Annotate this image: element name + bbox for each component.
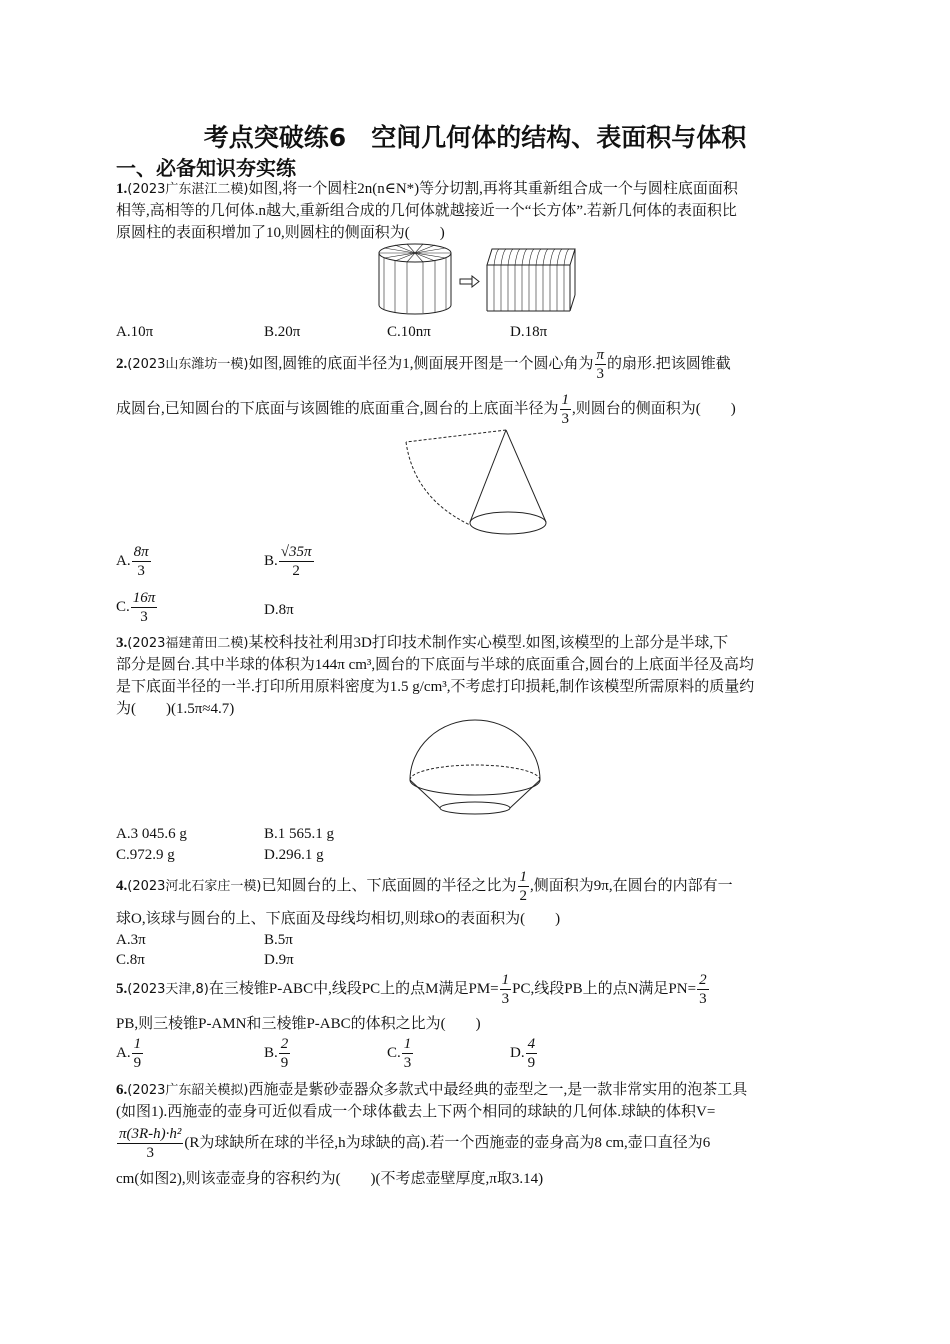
q3-option-d[interactable]: D.296.1 g (264, 847, 324, 863)
q1-option-a[interactable]: A.10π (116, 324, 154, 340)
q5-text-2: PB,则三棱锥P-AMN和三棱锥P-ABC的体积之比为( ) (116, 1016, 481, 1032)
q3-source: (2023福建莆田二模) (127, 636, 249, 651)
q1-option-c[interactable]: C.10nπ (387, 324, 431, 340)
q5-source: (2023天津,8) (127, 982, 209, 997)
q2-fraction-angle: $\frac{\pi}{3}$ (596, 347, 605, 383)
q4-option-b[interactable]: B.5π (264, 932, 293, 948)
q6-line1: 6.(2023广东韶关模拟)西施壶是紫砂壶器众多款式中最经典的壶型之一,是一款非常实用的泡茶工具 (116, 1082, 748, 1098)
q4-option-c[interactable]: C.8π (116, 952, 145, 968)
q6-volume-formula: $\frac{\text{π(3R-h)·h²}}{3}$ (119, 1126, 182, 1162)
hemisphere-frustum-diagram (405, 718, 545, 818)
q4-option-a[interactable]: A.3π (116, 932, 146, 948)
q5-text-1a: 在三棱锥P-ABC中,线段PC上的点M满足PM= (208, 981, 499, 997)
q2-figure (400, 428, 560, 548)
q4-text-1b: ,侧面积为9π,在圆台的内部有一 (530, 878, 733, 894)
q3-option-a[interactable]: A.3 045.6 g (116, 826, 187, 842)
q2-option-a[interactable]: A. $\frac{8\pi}{3}$ (116, 544, 149, 579)
q5-option-b[interactable]: B. $\frac{2}{9}$ (264, 1036, 289, 1071)
q4-source: (2023河北石家庄一模) (127, 879, 262, 894)
q2-source: (2023山东潍坊一模) (127, 357, 249, 372)
q3-number: 3 (116, 635, 124, 651)
q3-text-2: 部分是圆台.其中半球的体积为144π cm³,圆台的下底面与半球的底面重合,圆台的上底面半径及高均 (116, 657, 754, 673)
q3-text-1: 某校科技社利用3D打印技术制作实心模型.如图,该模型的上部分是半球,下 (248, 635, 729, 651)
q3-text-4: 为( )(1.5π≈4.7) (116, 701, 235, 717)
q1-text-2: 相等,高相等的几何体.n越大,重新组合成的几何体就越接近一个“长方体”.若新几何体的表面积比 (116, 203, 737, 219)
q3-text-3: 是下底面半径的一半.打印所用原料密度为1.5 g/cm³,不考虑打印损耗,制作该模型所需原料的质量约 (116, 679, 755, 695)
q2-line1: 2.(2023山东潍坊一模)如图,圆锥的底面半径为1,侧面展开图是一个圆心角为 $\frac{\pi}{3}$ 的扇形.把该圆锥截 (116, 347, 731, 383)
q4-text-1a: 已知圆台的上、下底面圆的半径之比为 (261, 878, 517, 894)
q1-option-b[interactable]: B.20π (264, 324, 301, 340)
q1-source: (2023广东湛江二模) (127, 182, 249, 197)
q5-line1: 5.(2023天津,8)在三棱锥P-ABC中,线段PC上的点M满足PM= $\frac{1}{3}$ PC,线段PB上的点N满足PN= $\frac{2}{3}$ (116, 972, 707, 1008)
page-title: 考点突破练6 空间几何体的结构、表面积与体积 (203, 123, 747, 152)
q5-number: 5 (116, 981, 124, 997)
q2-text-2b: ,则圆台的侧面积为( ) (572, 401, 736, 417)
q2-text-1a: 如图,圆锥的底面半径为1,侧面展开图是一个圆心角为 (248, 356, 594, 372)
q2-option-d[interactable]: D.8π (264, 602, 294, 618)
q4-text-2: 球O,该球与圆台的上、下底面及母线均相切,则球O的表面积为( ) (116, 911, 561, 927)
q5-text-1b: PC,线段PB上的点N满足PN= (512, 981, 697, 997)
q6-line3 (116, 1121, 836, 1165)
q4-fraction-ratio: $\frac{1}{2}$ (519, 869, 527, 905)
q1-text-1: 如图,将一个圆柱2n(n∈N*)等分切割,再将其重新组合成一个与圆柱底面面积 (248, 181, 738, 197)
q2-option-b[interactable]: B. $\frac{√35\pi}{2}$ (264, 544, 312, 579)
q4-number: 4 (116, 878, 124, 894)
q5-option-a[interactable]: A. $\frac{1}{9}$ (116, 1036, 142, 1071)
q2-fraction-radius: $\frac{1}{3}$ (561, 392, 570, 428)
q2-text-2a: 成圆台,已知圆台的下底面与该圆锥的底面重合,圆台的上底面半径为 (116, 401, 559, 417)
q6-text-3: (R为球缺所在球的半径,h为球缺的高).若一个西施壶的壶身高为8 cm,壶口直径为6 (184, 1135, 711, 1151)
q3-line1: 3.(2023福建莆田二模)某校科技社利用3D打印技术制作实心模型.如图,该模型的上部分是半球,下 (116, 635, 729, 651)
q2-option-c[interactable]: C. $\frac{16\pi}{3}$ (116, 590, 156, 625)
q6-number: 6 (116, 1082, 124, 1098)
q3-option-c[interactable]: C.972.9 g (116, 847, 175, 863)
q2-text-1b: 的扇形.把该圆锥截 (607, 356, 731, 372)
q6-text-4: cm(如图2),则该壶壶身的容积约为( )(不考虑壶壁厚度,π取3.14) (116, 1171, 544, 1187)
q1-line1: 1.(2023广东湛江二模)如图,将一个圆柱2n(n∈N*)等分切割,再将其重新组合成一个与圆柱底面面积 (116, 181, 738, 197)
q6-text-1: 西施壶是紫砂壶器众多款式中最经典的壶型之一,是一款非常实用的泡茶工具 (248, 1082, 748, 1098)
cylinder-to-cuboid-diagram (375, 243, 580, 318)
q2-number: 2 (116, 356, 124, 372)
cone-sector-diagram (400, 428, 560, 543)
q1-number: 1 (116, 181, 124, 197)
q5-fraction-pm: $\frac{1}{3}$ (501, 972, 510, 1008)
q3-option-b[interactable]: B.1 565.1 g (264, 826, 335, 842)
q1-text-3: 原圆柱的表面积增加了10,则圆柱的侧面积为( ) (116, 225, 445, 241)
q1-option-d[interactable]: D.18π (510, 324, 548, 340)
q5-fraction-pn: $\frac{2}{3}$ (699, 972, 707, 1008)
q4-line1: 4.(2023河北石家庄一模)已知圆台的上、下底面圆的半径之比为 $\frac{1}{2}$ ,侧面积为9π,在圆台的内部有一 (116, 869, 733, 905)
q1-figure (375, 243, 580, 323)
q3-figure (405, 718, 545, 823)
q6-source: (2023广东韶关模拟) (127, 1083, 249, 1098)
q2-line2 (116, 390, 836, 428)
q6-text-2: (如图1).西施壶的壶身可近似看成一个球体截去上下两个相同的球缺的几何体.球缺的体积V= (116, 1104, 716, 1120)
q5-option-d[interactable]: D. $\frac{4}{9}$ (510, 1036, 536, 1071)
q4-option-d[interactable]: D.9π (264, 952, 294, 968)
section-heading: 一、必备知识夯实练 (116, 156, 296, 180)
q5-option-c[interactable]: C. $\frac{1}{3}$ (387, 1036, 412, 1071)
arrow-icon (460, 276, 479, 287)
